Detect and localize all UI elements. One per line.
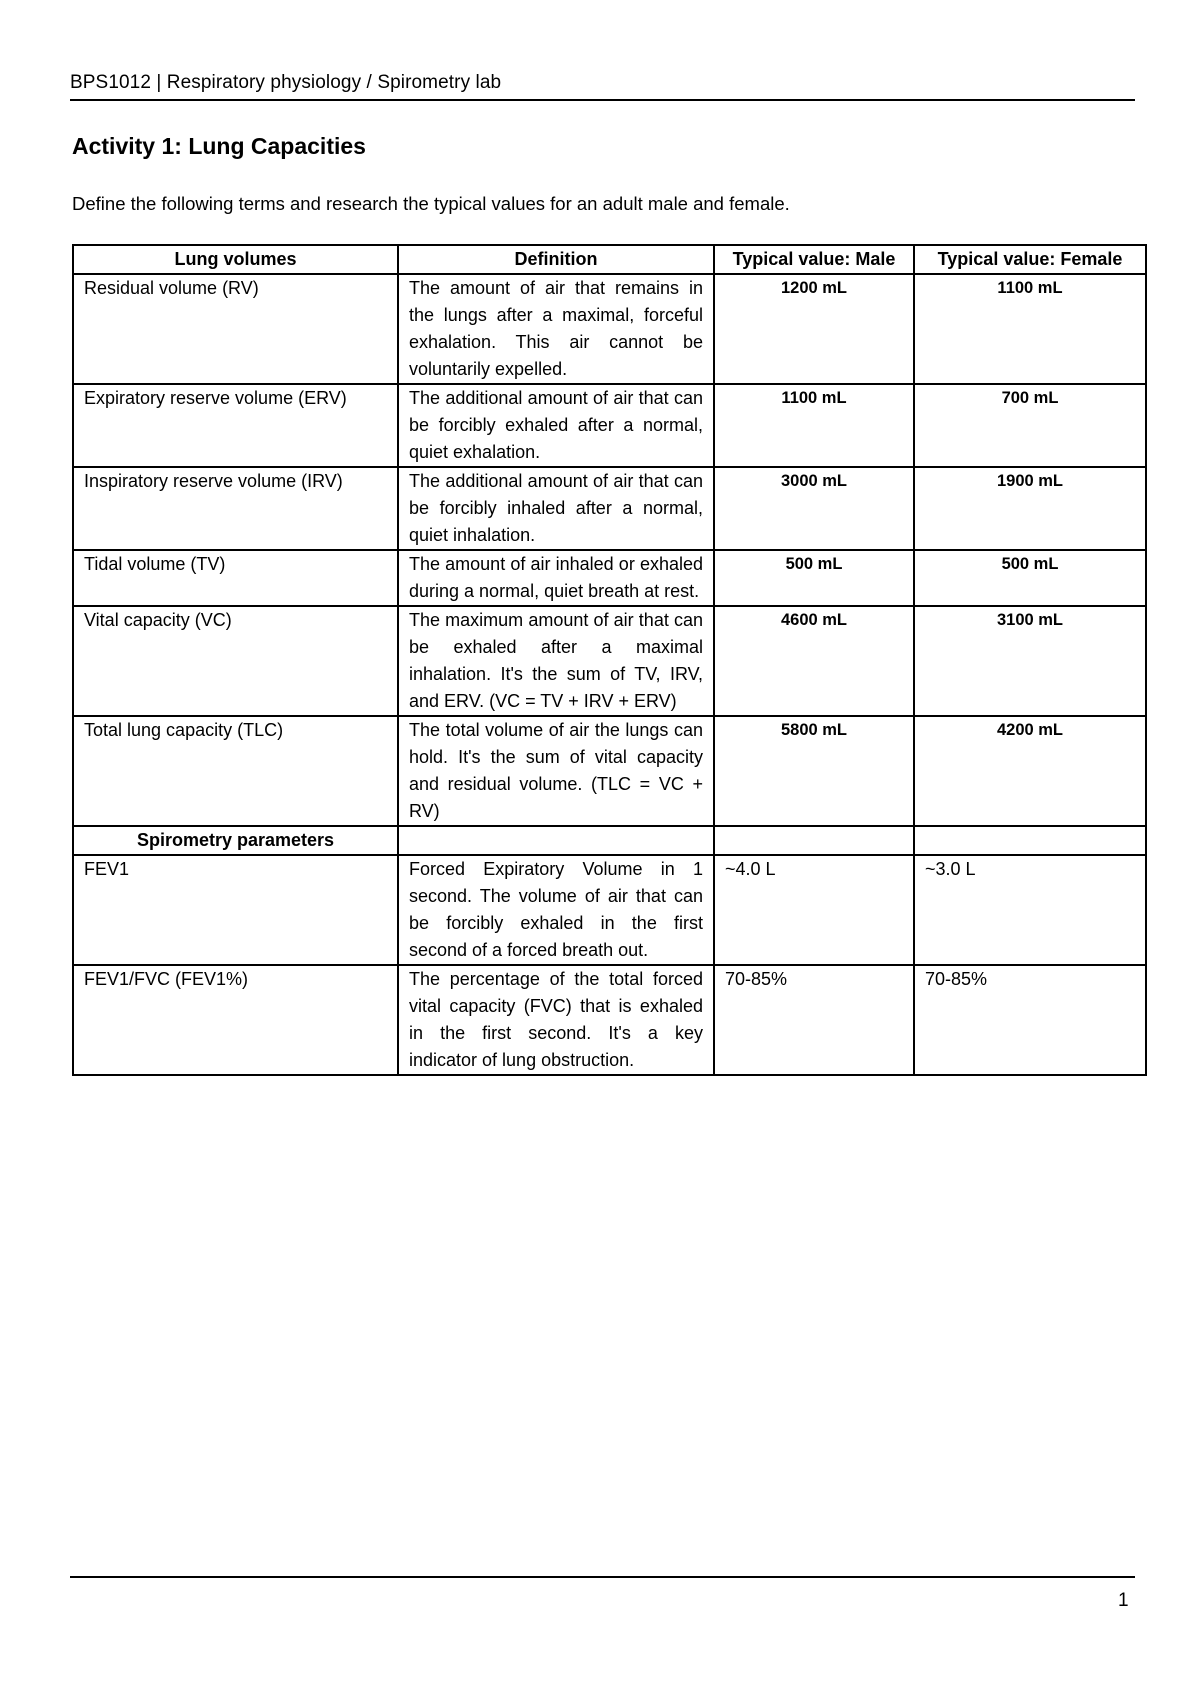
female-value-cell: 3100 mL [914,606,1146,716]
female-value-cell: 1900 mL [914,467,1146,550]
table-header-row [73,245,1146,274]
column-header: Lung volumes [73,245,398,274]
running-header: BPS1012 | Respiratory physiology / Spirometry lab [70,72,502,93]
male-value-cell: 4600 mL [714,606,914,716]
table-row [73,384,1146,467]
header-rule [70,99,1135,101]
term-cell: Vital capacity (VC) [73,606,398,716]
definition-cell: The amount of air inhaled or exhaled during a normal, quiet breath at rest. [398,550,714,606]
column-header: Definition [398,245,714,274]
definition-cell: The amount of air that remains in the lungs after a maximal, forceful exhalation. This air cannot be voluntarily expelled. [398,274,714,384]
table-row [73,716,1146,826]
table-row [73,606,1146,716]
female-value-cell: 1100 mL [914,274,1146,384]
table-row [73,855,1146,965]
lung-capacities-table [72,244,1147,1076]
term-cell: Tidal volume (TV) [73,550,398,606]
female-value-cell: 500 mL [914,550,1146,606]
term-cell: FEV1 [73,855,398,965]
definition-cell: The percentage of the total forced vital capacity (FVC) that is exhaled in the first second. It's a key indicator of lung obstruction. [398,965,714,1075]
female-value-cell: 4200 mL [914,716,1146,826]
column-header: Typical value: Male [714,245,914,274]
term-cell: Total lung capacity (TLC) [73,716,398,826]
term-cell: FEV1/FVC (FEV1%) [73,965,398,1075]
male-value-cell: 3000 mL [714,467,914,550]
empty-cell [714,826,914,855]
male-value-cell: 1100 mL [714,384,914,467]
table-row [73,467,1146,550]
activity-title: Activity 1: Lung Capacities [72,133,366,159]
table-row [73,550,1146,606]
page-number: 1 [1118,1590,1129,1611]
definition-cell: The maximum amount of air that can be exhaled after a maximal inhalation. It's the sum of TV, IRV, and ERV. (VC = TV + IRV + ERV) [398,606,714,716]
table-row [73,274,1146,384]
table-row [73,965,1146,1075]
empty-cell [398,826,714,855]
male-value-cell: 1200 mL [714,274,914,384]
column-header: Typical value: Female [914,245,1146,274]
male-value-cell: ~4.0 L [714,855,914,965]
female-value-cell: ~3.0 L [914,855,1146,965]
male-value-cell: 500 mL [714,550,914,606]
empty-cell [914,826,1146,855]
female-value-cell: 70-85% [914,965,1146,1075]
definition-cell: The additional amount of air that can be forcibly inhaled after a normal, quiet inhalation. [398,467,714,550]
definition-cell: The total volume of air the lungs can hold. It's the sum of vital capacity and residual volume. (TLC = VC + RV) [398,716,714,826]
female-value-cell: 700 mL [914,384,1146,467]
male-value-cell: 5800 mL [714,716,914,826]
footer-rule [70,1576,1135,1578]
male-value-cell: 70-85% [714,965,914,1075]
section-label: Spirometry parameters [73,826,398,855]
term-cell: Expiratory reserve volume (ERV) [73,384,398,467]
term-cell: Residual volume (RV) [73,274,398,384]
term-cell: Inspiratory reserve volume (IRV) [73,467,398,550]
definition-cell: Forced Expiratory Volume in 1 second. The volume of air that can be forcibly exhaled in the first second of a forced breath out. [398,855,714,965]
definition-cell: The additional amount of air that can be forcibly exhaled after a normal, quiet exhalation. [398,384,714,467]
section-row [73,826,1146,855]
instructions: Define the following terms and research the typical values for an adult male and female. [72,193,790,214]
